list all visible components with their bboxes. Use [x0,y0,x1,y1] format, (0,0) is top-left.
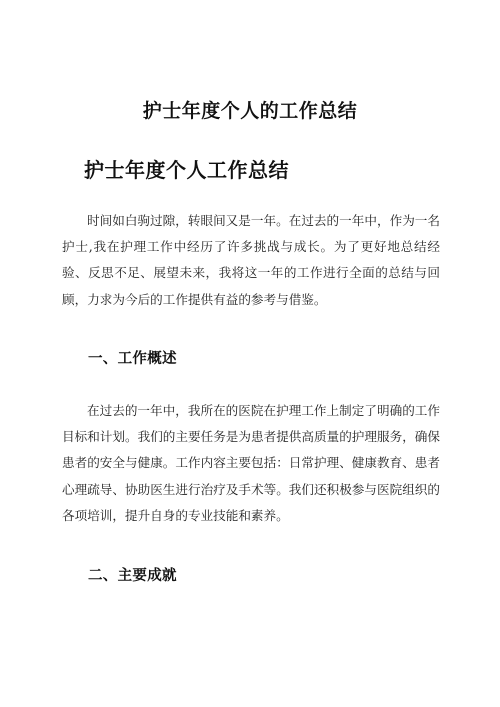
section-heading-achievements: 二、主要成就 [88,568,177,584]
overview-paragraph: 在过去的一年中，我所在的医院在护理工作上制定了明确的工作目标和计划。我们的主要任务是为患者提供高质量的护理服务，确保患者的安全与健康。工作内容主要包括：日常护理、健康教育、患者心理疏导、协助医生进行治疗及手术等。我们还积极参与医院组织的各项培训，提升自身的专业技能和素养。 [62,403,440,523]
document-title: 护士年度个人的工作总结 [142,100,358,122]
intro-paragraph: 时间如白驹过隙，转眼间又是一年。在过去的一年中，作为一名护士,我在护理工作中经历了许多挑战与成长。为了更好地总结经验、反思不足、展望未来，我将这一年的工作进行全面的总结与回顾，力求为今后的工作提供有益的参考与借鉴。 [62,213,440,307]
section-heading-overview: 一、工作概述 [88,351,177,367]
main-heading: 护士年度个人工作总结 [84,158,289,182]
